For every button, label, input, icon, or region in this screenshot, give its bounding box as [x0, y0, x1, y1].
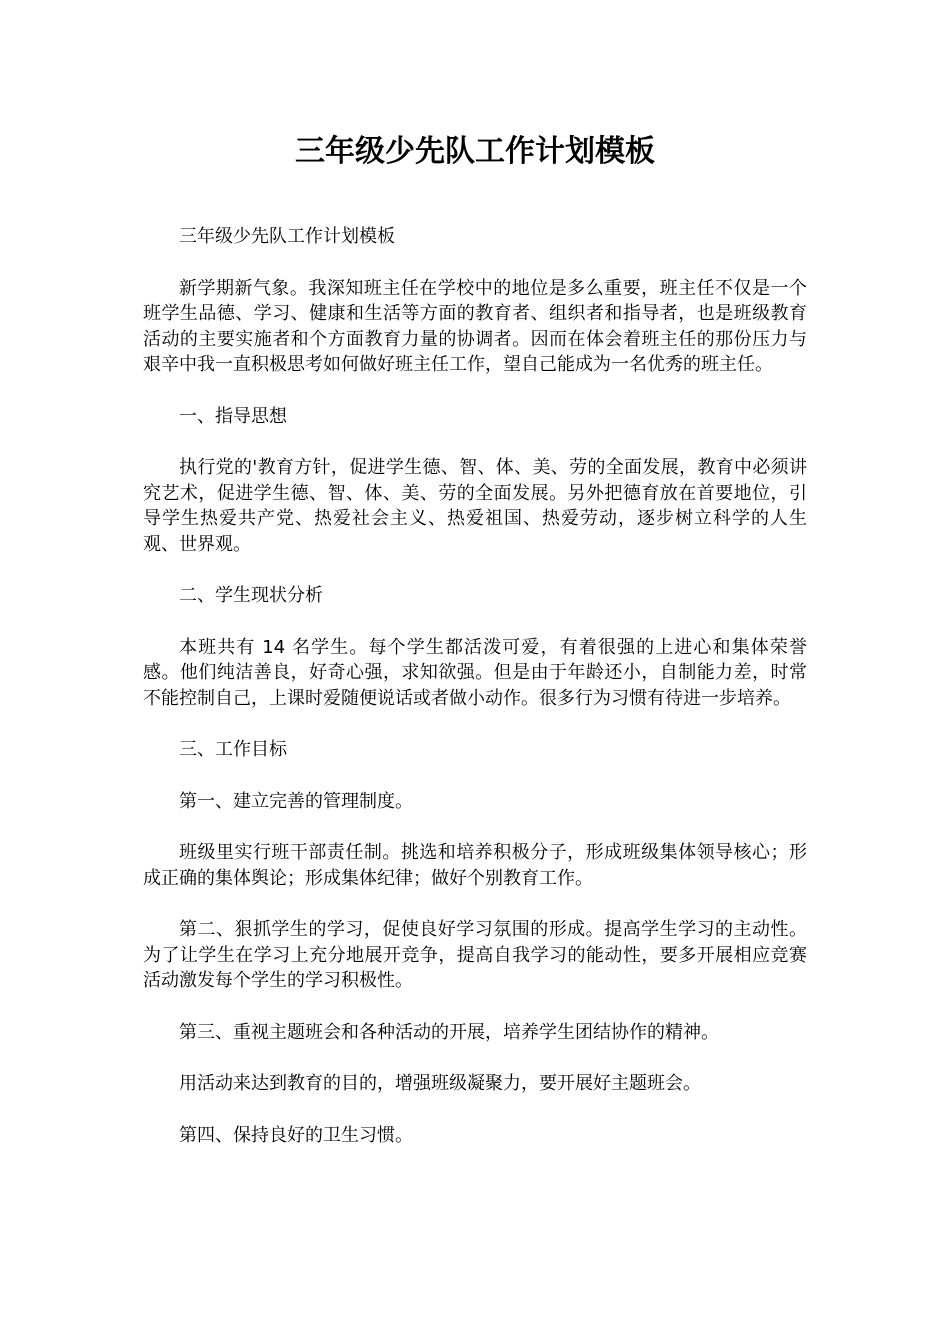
section-heading-guiding-ideology: 一、指导思想: [179, 405, 287, 427]
document-title: 三年级少先队工作计划模板: [295, 134, 655, 169]
section-heading-work-goals: 三、工作目标: [179, 739, 287, 760]
paragraph-guiding-ideology: 执行党的'教育方针，促进学生德、智、体、美、劳的全面发展，教育中必须讲究艺术，促进学生德、智、体、美、劳的全面发展。另外把德育放在首要地位，引导学生热爱共产党、热爱社会主义、热爱祖国、热爱劳动，逐步树立科学的人生观、世界观。: [143, 457, 807, 555]
document-body: [143, 224, 807, 1174]
paragraph-goal-one-detail: 班级里实行班干部责任制。挑选和培养积极分子，形成班级集体领导核心；形成正确的集体舆论；形成集体纪律；做好个别教育工作。: [143, 842, 807, 889]
paragraph-student-analysis: 本班共有 14 名学生。每个学生都活泼可爱，有着很强的上进心和集体荣誉感。他们纯洁善良，好奇心强，求知欲强。但是由于年龄还小，自制能力差，时常不能控制自己，上课时爱随便说话或者做小动作。很多行为习惯有待进一步培养。: [143, 636, 807, 709]
paragraph-intro: 新学期新气象。我深知班主任在学校中的地位是多么重要，班主任不仅是一个班学生品德、学习、健康和生活等方面的教育者、组织者和指导者，也是班级教育活动的主要实施者和个方面教育力量的协调者。因而在体会着班主任的那份压力与艰辛中我一直积极思考如何做好班主任工作，望自己能成为一名优秀的班主任。: [143, 277, 807, 375]
paragraph-goal-three: 第三、重视主题班会和各种活动的开展，培养学生团结协作的精神。: [179, 1021, 719, 1043]
paragraph-goal-one: 第一、建立完善的管理制度。: [179, 790, 413, 812]
paragraph-goal-two: 第二、狠抓学生的学习，促使良好学习氛围的形成。提高学生学习的主动性。为了让学生在学习上充分地展开竞争，提高自我学习的能动性，要多开展相应竞赛活动激发每个学生的学习积极性。: [143, 919, 807, 991]
paragraph-goal-three-detail: 用活动来达到教育的目的，增强班级凝聚力，要开展好主题班会。: [179, 1073, 701, 1094]
paragraph-subtitle: 三年级少先队工作计划模板: [179, 226, 395, 247]
paragraph-goal-four: 第四、保持良好的卫生习惯。: [179, 1124, 413, 1146]
section-heading-student-analysis: 二、学生现状分析: [179, 585, 323, 606]
